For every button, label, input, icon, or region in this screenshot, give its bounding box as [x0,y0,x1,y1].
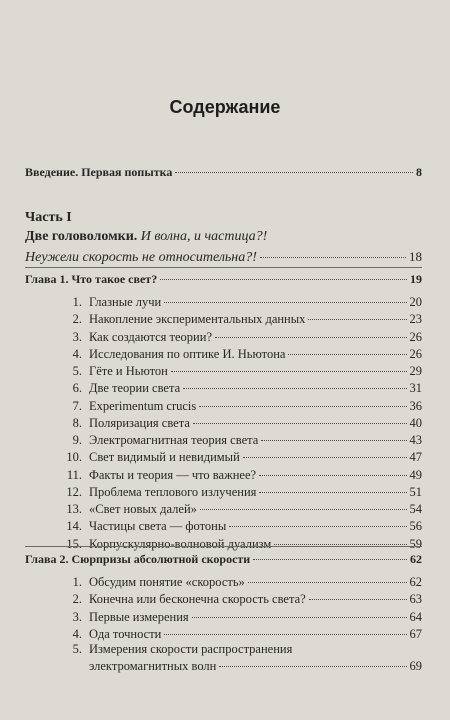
section-number: 12. [66,484,82,499]
toc-section-multiline [64,642,422,673]
divider [25,267,422,268]
toc-section [64,485,422,500]
part-subtitle-bold: Две головоломки. [25,229,138,244]
dot-leader [175,172,413,173]
section-number: 2. [72,592,82,607]
section-number: 3. [72,609,82,624]
section-title: Глазные лучи [89,295,162,309]
dot-leader [164,302,406,303]
section-page: 69 [409,659,422,673]
section-title: Поляризация света [89,415,190,430]
toc-section [64,330,422,345]
section-title-line2: электромагнитных волн [89,659,217,673]
section-title: Две теории света [89,381,181,396]
entry-page: 8 [416,165,422,179]
entry-title: Неужели скорость не относительна?! [25,250,257,265]
toc-section [64,312,422,327]
section-number: 5. [72,642,82,656]
dot-leader [260,257,406,258]
section-page: 56 [409,519,422,534]
section-page: 64 [409,609,422,624]
section-page: 49 [409,467,422,482]
section-number: 15. [66,536,82,551]
dot-leader [164,634,406,635]
dot-leader [253,559,407,560]
page-title: Содержание [169,97,281,117]
dot-leader [160,279,407,280]
toc-section [64,416,422,431]
section-title: Частицы света — фотоны [89,519,227,534]
section-number: 10. [66,450,82,465]
dot-leader [259,492,406,493]
toc-entry-intro [25,165,422,180]
dot-leader [288,354,406,355]
section-number: 11. [66,467,82,482]
toc-section [64,592,422,607]
entry-title: Введение. Первая попытка [25,165,173,179]
section-number: 8. [72,415,82,430]
part-label: Часть I [25,210,72,225]
toc-section [64,399,422,414]
dot-leader [261,440,406,441]
toc-section [64,347,422,362]
section-title: Исследования по оптике И. Ньютона [89,346,286,361]
dot-leader [193,423,407,424]
dot-leader [274,544,406,545]
section-page: 67 [409,626,422,641]
dot-leader [259,475,406,476]
toc-section [64,502,422,517]
toc-section [64,627,422,642]
section-title: Корпускулярно-волновой дуализм [89,536,272,551]
toc-section [64,295,422,310]
section-page: 26 [409,329,422,344]
chapter-page: 19 [410,272,422,286]
section-number: 9. [72,433,82,447]
section-title: Свет видимый и невидимый [89,450,240,465]
section-number: 14. [66,519,82,534]
toc-section [64,537,422,552]
toc-entry-part-item [25,249,422,266]
dot-leader [215,337,407,338]
dot-leader [199,406,406,407]
dot-leader [183,388,406,389]
section-number: 1. [72,295,82,309]
chapter-title: Глава 1. Что такое свет? [25,272,158,286]
part-subtitle [25,229,267,245]
section-page: 62 [409,575,422,589]
section-title: Проблема теплового излучения [89,484,257,499]
part-subtitle-italic: И волна, и частица?! [137,229,268,244]
dot-leader [192,617,407,618]
section-title: Гёте и Ньютон [89,364,168,378]
toc-entry-chapter-1 [25,272,422,287]
toc-section [64,519,422,534]
toc-entry-chapter-2 [25,552,422,567]
dot-leader [243,457,407,458]
dot-leader [308,319,406,320]
section-page: 36 [409,398,422,413]
dot-leader [200,509,407,510]
toc-section [64,364,422,379]
section-page: 54 [409,502,422,516]
section-page: 23 [409,312,422,327]
chapter-title: Глава 2. Сюрпризы абсолютной скорости [25,552,251,566]
toc-section [64,450,422,465]
divider [25,546,422,547]
section-number: 4. [72,346,82,361]
section-page: 20 [409,295,422,309]
section-page: 43 [409,433,422,447]
toc-section [64,468,422,483]
section-number: 1. [72,575,82,589]
chapter-page: 62 [410,552,422,566]
toc-section [64,433,422,448]
section-page: 63 [409,592,422,607]
entry-page: 18 [409,249,422,264]
section-title: Электромагнитная теория света [89,433,259,447]
section-number: 2. [72,312,82,327]
section-page: 31 [409,381,422,396]
section-page: 47 [409,450,422,465]
section-title: Ода точности [89,626,162,641]
toc-section [64,610,422,625]
section-title: Experimentum crucis [89,398,197,413]
dot-leader [171,371,407,372]
section-number: 6. [72,381,82,396]
section-page: 59 [409,536,422,551]
section-page: 26 [409,346,422,361]
section-number: 3. [72,329,82,344]
dot-leader [229,526,406,527]
section-title: Первые измерения [89,609,189,624]
section-title: Конечна или бесконечна скорость света? [89,592,306,607]
section-title: «Свет новых далей» [89,502,197,516]
section-title-line1: Измерения скорости распространения [89,642,293,656]
section-title: Как создаются теории? [89,329,212,344]
dot-leader [219,666,406,667]
section-number: 5. [72,364,82,378]
section-page: 51 [409,484,422,499]
section-number: 7. [72,398,82,413]
section-number: 4. [72,626,82,641]
section-title: Обсудим понятие «скорость» [89,575,245,589]
section-number: 13. [66,502,82,516]
section-page: 40 [409,415,422,430]
toc-section [64,575,422,590]
section-title: Накопление экспериментальных данных [89,312,306,327]
dot-leader [309,599,407,600]
section-title: Факты и теория — что важнее? [89,467,257,482]
dot-leader [248,582,407,583]
section-page: 29 [409,364,422,378]
toc-section [64,381,422,396]
